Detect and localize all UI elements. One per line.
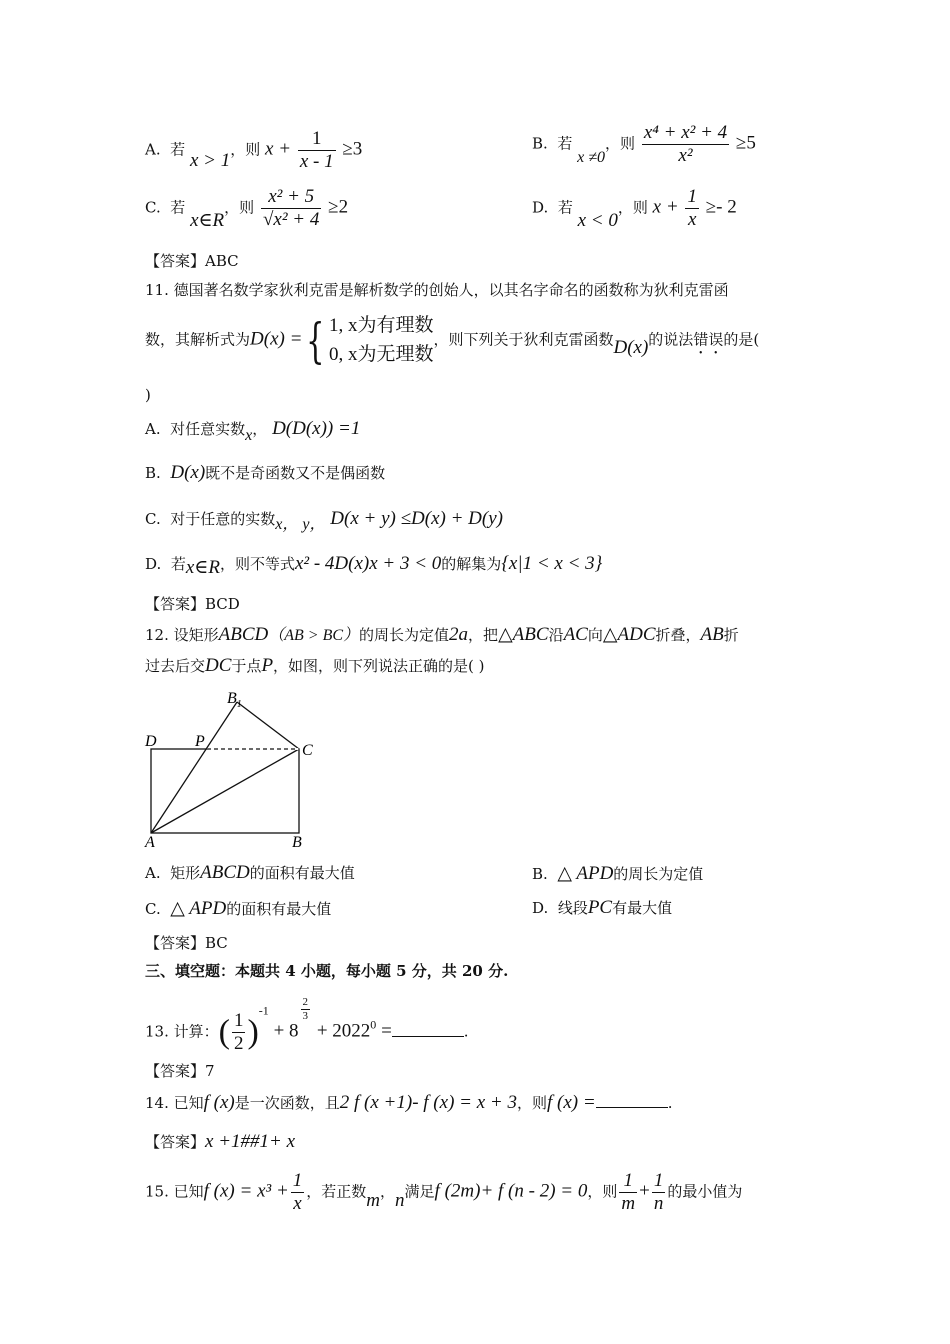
left-brace: {	[306, 312, 325, 369]
answer-blank[interactable]	[392, 1022, 464, 1037]
q11-line3: )	[145, 386, 151, 404]
case-2: 0, x为无理数	[328, 343, 434, 365]
func-def: D(x) =	[250, 328, 303, 350]
exponent-fraction: $\frac{2}{3}$	[302, 996, 309, 1022]
relation: ≥2	[328, 196, 349, 218]
expr-pre: x +	[652, 196, 679, 218]
choice-text: 若	[557, 198, 573, 217]
q11-choice-c: C. 对于任意的实数x， y， D(x + y) ≤D(x) + D(y)	[145, 508, 503, 533]
q13-answer: 【答案】7	[145, 1062, 215, 1080]
right-paren: )	[247, 1013, 259, 1051]
expr: D(x)	[170, 462, 206, 483]
exponent: -1	[258, 1003, 269, 1018]
expr: D(D(x)) =1	[272, 418, 361, 439]
fraction: $\frac{1}{x}$	[687, 186, 697, 230]
q11-choice-a: A. 对任意实数x， D(D(x)) =1	[145, 418, 361, 444]
label-a: A	[145, 834, 155, 851]
q11-line2	[145, 312, 759, 369]
condition-expr: x ≠0	[577, 149, 606, 167]
choice-sep: ，则	[224, 198, 255, 217]
emphasis-text: 错误	[693, 330, 724, 349]
choice-text: 若	[170, 140, 186, 159]
condition-expr: x > 1	[189, 150, 231, 172]
choice-label: C.	[145, 198, 161, 217]
choice-sep: ，则	[617, 198, 648, 217]
q10-choice-b	[532, 122, 756, 167]
fraction: $\frac{1}{x - 1}$	[299, 128, 334, 172]
label-b: B	[292, 834, 302, 851]
section-heading: 三、填空题：本题共 4 小题，每小题 5 分，共 20 分.	[145, 962, 509, 980]
relation: ≥5	[735, 132, 756, 154]
choice-text: 若	[170, 198, 186, 217]
q15: 15. 已知f (x) = x³ + $\frac{1}{x}$ ，若正数m，n满足f (2m)+ f (n - 2) = 0，则 $\frac{1}{m}$ + $\frac{1}{n}$ 的最小值为	[145, 1170, 743, 1214]
choice-sep: ，则	[605, 134, 636, 153]
label-c: C	[302, 742, 313, 759]
label-b1: $B_1$	[227, 690, 242, 710]
relation: ≥3	[342, 138, 363, 160]
condition-expr: x < 0	[577, 210, 618, 232]
fraction-1n: $\frac{1}{n}$	[653, 1170, 664, 1214]
folded-rectangle-figure	[140, 686, 330, 851]
q14-answer: 【答案】x +1##1+ x	[145, 1131, 296, 1152]
text: ，则下列关于狄利克雷函数	[433, 330, 614, 349]
choice-sep: ，则	[230, 140, 261, 159]
text: 的是(	[723, 330, 760, 349]
q12-choice-b: B. △ APD的周长为定值	[532, 863, 704, 884]
q12-line2: 过去后交DC于点P，如图，则下列说法正确的是( )	[145, 655, 485, 676]
q12-choice-c: C. △ APD的面积有最大值	[145, 898, 332, 919]
label-p: P	[195, 733, 205, 750]
left-paren: (	[218, 1013, 230, 1051]
q11-line1: 11. 德国著名数学家狄利克雷是解析数学的创始人，以其名字命名的函数称为狄利克雷函	[145, 281, 729, 299]
choice-label: A.	[145, 140, 161, 159]
label-d: D	[145, 733, 157, 750]
fraction: $\frac{\text{x² + 5}}{\text{√x² + 4}}$	[262, 186, 320, 230]
text: 数，其解析式为	[145, 330, 251, 349]
q12-choice-d: D. 线段PC有最大值	[532, 897, 673, 918]
q10-answer: 【答案】ABC	[145, 252, 239, 270]
func-name: D(x)	[613, 336, 649, 358]
q10-choice-a	[145, 128, 362, 173]
expr: D(x + y) ≤D(x) + D(y)	[330, 508, 503, 529]
diagonal-ac	[151, 749, 299, 833]
fraction: $\frac{1}{2}$	[233, 1010, 244, 1055]
fraction: $\frac{1}{x}$	[292, 1170, 303, 1214]
expr: x² - 4D(x)x + 3 < 0	[294, 553, 442, 574]
q13: 13. 计算：( $\frac{1}{2}$ )$^{-1}$ + 8 $\frac{2}{3}$ + $2022^0$ = .	[145, 996, 469, 1055]
q11-choice-b: B. D(x)既不是奇函数又不是偶函数	[145, 462, 386, 483]
line-ab1	[151, 702, 237, 833]
choice-label: B.	[532, 134, 548, 153]
expr-pre: x +	[265, 138, 292, 160]
line-b1c	[237, 702, 299, 749]
choice-label: D.	[532, 198, 549, 217]
q12-choice-a: A. 矩形ABCD的面积有最大值	[145, 862, 355, 883]
text: 的说法	[648, 330, 694, 349]
fraction: $\frac{\text{x⁴ + x² + 4}}{\text{x²}}$	[643, 122, 728, 166]
solution-set: {x|1 < x < 3}	[501, 553, 603, 574]
q12-answer: 【答案】BC	[145, 934, 228, 952]
q11-choice-d: D. 若x∈R，则不等式x² - 4D(x)x + 3 < 0的解集为{x|1 < x < 3}	[145, 553, 603, 578]
fraction-1m: $\frac{1}{m}$	[621, 1170, 636, 1214]
condition-expr: x∈R	[190, 210, 225, 232]
case-1: 1, x为有理数	[328, 315, 434, 336]
relation: ≥- 2	[705, 196, 737, 218]
cases	[329, 312, 434, 369]
q14: 14. 已知f (x)是一次函数，且2 f (x +1)- f (x) = x + 3，则f (x) = .	[145, 1092, 673, 1113]
choice-text: 若	[557, 134, 573, 153]
answer-blank[interactable]	[596, 1093, 668, 1108]
q10-choice-d	[532, 186, 737, 231]
q12-line1: 12. 设矩形ABCD（AB > BC）的周长为定值2a，把△ABC沿AC向△ADC折叠，AB折	[145, 624, 739, 645]
q11-answer: 【答案】BCD	[145, 595, 240, 613]
q10-choice-c	[145, 186, 348, 231]
